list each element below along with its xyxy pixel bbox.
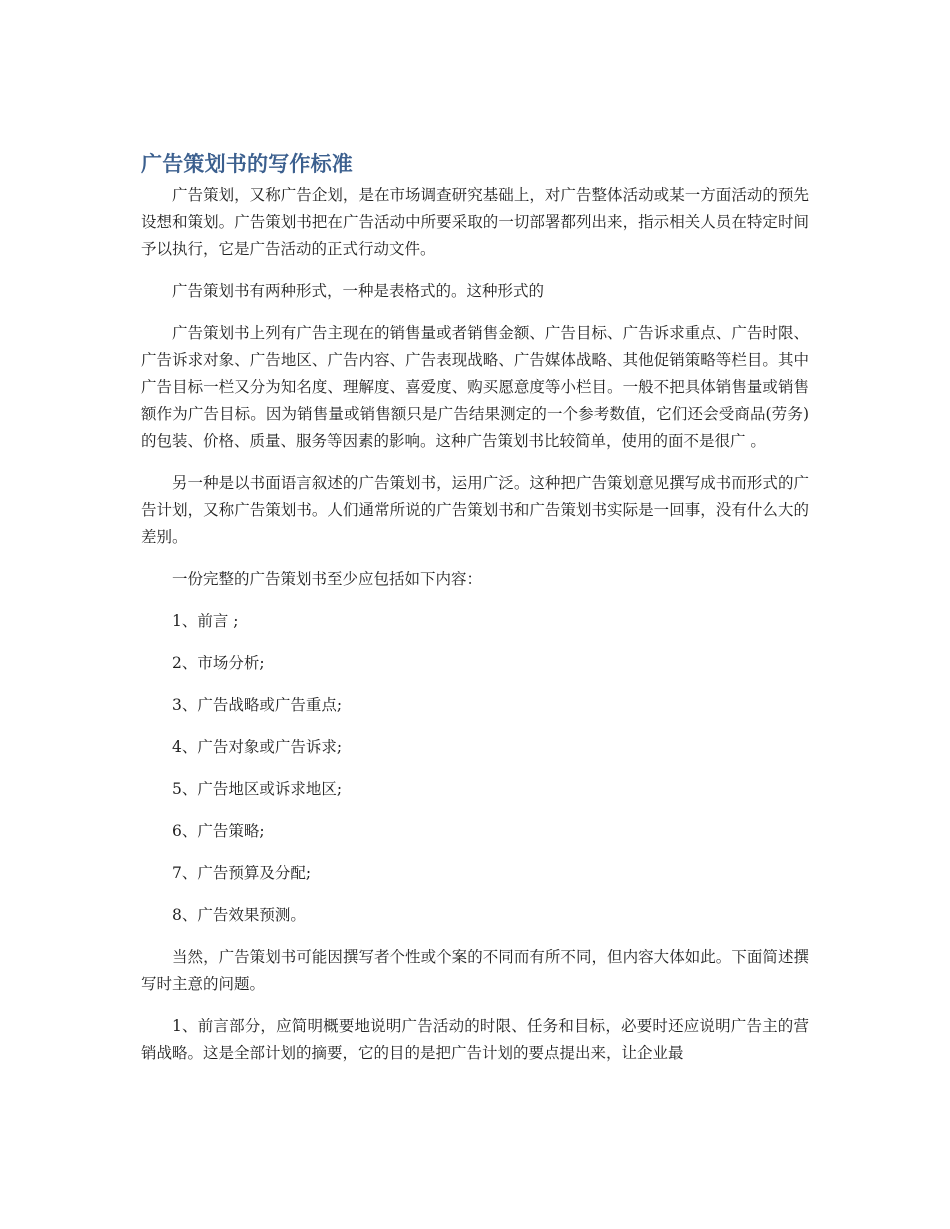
paragraph-note: 当然，广告策划书可能因撰写者个性或个案的不同而有所不同，但内容大体如此。下面简述撰写时主意的问题。 — [141, 948, 809, 993]
list-item-preface: 1、前言 ; — [172, 612, 239, 630]
paragraph-two-forms: 广告策划书有两种形式，一种是表格式的。这种形式的 — [172, 282, 545, 300]
paragraph-contents-intro: 一份完整的广告策划书至少应包括如下内容： — [172, 570, 483, 588]
list-item-market-analysis: 2、市场分析; — [172, 654, 265, 672]
list-item-ad-effect: 8、广告效果预测。 — [172, 906, 306, 924]
list-item-ad-strategy: 3、广告战略或广告重点; — [172, 696, 343, 714]
document-title: 广告策划书的写作标准 — [141, 152, 353, 176]
list-item-ad-budget: 7、广告预算及分配; — [172, 864, 312, 882]
list-item-ad-audience: 4、广告对象或广告诉求; — [172, 738, 343, 756]
paragraph-written-form: 另一种是以书面语言叙述的广告策划书，运用广泛。这种把广告策划意见撰写成书而形式的广告计划，又称广告策划书。人们通常所说的广告策划书和广告策划书实际是一回事，没有什么大的差别。 — [141, 474, 809, 546]
document-body — [141, 148, 809, 1082]
paragraph-preface-detail: 1、前言部分，应简明概要地说明广告活动的时限、任务和目标，必要时还应说明广告主的营销战略。这是全部计划的摘要，它的目的是把广告计划的要点提出来，让企业最 — [141, 1017, 809, 1062]
list-item-ad-region: 5、广告地区或诉求地区; — [172, 780, 343, 798]
list-item-ad-tactics: 6、广告策略; — [172, 822, 265, 840]
paragraph-table-form: 广告策划书上列有广告主现在的销售量或者销售金额、广告目标、广告诉求重点、广告时限、广告诉求对象、广告地区、广告内容、广告表现战略、广告媒体战略、其他促销策略等栏目。其中广告目标一栏又分为知名度、理解度、喜爱度、购买愿意度等小栏目。一般不把具体销售量或销售额作为广告目标。因为销售量或销售额只是广告结果测定的一个参考数值，它们还会受商品(劳务)的包装、价格、质量、服务等因素的影响。这种广告策划书比较简单，使用的面不是很广 。 — [141, 324, 809, 450]
paragraph-intro: 广告策划，又称广告企划，是在市场调查研究基础上，对广告整体活动或某一方面活动的预先设想和策划。广告策划书把在广告活动中所要采取的一切部署都列出来，指示相关人员在特定时间予以执行，它是广告活动的正式行动文件。 — [141, 186, 809, 258]
